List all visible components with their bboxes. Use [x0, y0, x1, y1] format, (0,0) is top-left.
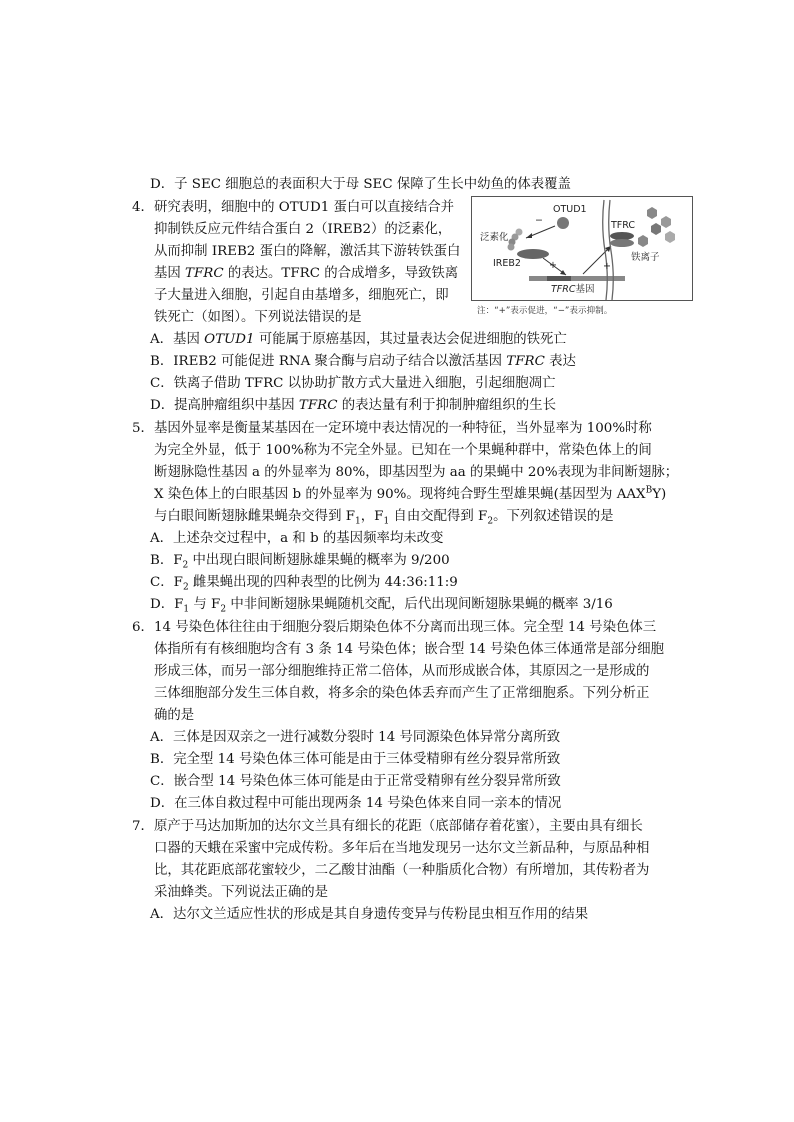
- text: C．F: [150, 575, 183, 590]
- q5-option-c: [150, 574, 458, 592]
- q3-option-d: D．子 SEC 细胞总的表面积大于母 SEC 保障了生长中幼鱼的体表覆盖: [150, 177, 571, 192]
- q7-stem-line: 口器的天蛾在采蜜中完成传粉。多年后在当地发现另一达尔文兰新品种，与原品种相: [154, 841, 650, 856]
- text: B．F: [150, 553, 183, 568]
- q4-stem-line: 从而抑制 IREB2 蛋白的降解，激活其下游转铁蛋白: [154, 244, 461, 259]
- subscript: 2: [220, 604, 227, 615]
- subscript: 1: [355, 516, 361, 527]
- otud1-label: OTUD1: [553, 204, 587, 215]
- text: D．F: [150, 597, 184, 612]
- q4-number: 4．: [132, 200, 154, 215]
- gene-name: TFRC: [298, 398, 338, 413]
- inhibit-sign: −: [535, 215, 543, 226]
- q4-option-a: [150, 331, 567, 349]
- superscript: B: [645, 485, 653, 496]
- q5-option-a: A．上述杂交过程中，a 和 b 的基因频率均未改变: [150, 531, 444, 546]
- q7-stem-line: 比，其花距底部花蜜较少，二乙酸甘油酯（一种脂质化合物）有所增加，其传粉者为: [154, 863, 650, 878]
- text: 与白眼间断翅脉雌果蝇杂交得到 F: [154, 509, 356, 524]
- q4-option-b: [150, 353, 576, 371]
- q5-stem-line: [154, 508, 614, 526]
- q6-number: 6．: [132, 620, 154, 635]
- text: 基因: [154, 266, 186, 281]
- text: 的表达。TFRC 的合成增多，导致铁离: [223, 266, 459, 281]
- q6-option-d: D．在三体自救过程中可能出现两条 14 号染色体来自同一亲本的情况: [150, 796, 562, 811]
- q4-option-c: C．铁离子借助 TFRC 以协助扩散方式大量进入细胞，引起细胞凋亡: [150, 376, 556, 391]
- promote-sign: +: [603, 261, 611, 272]
- q5-option-b: [150, 552, 450, 570]
- text: 可能属于原癌基因，其过量表达会促进细胞的铁死亡: [254, 332, 567, 347]
- q4-stem-line: 铁死亡（如图）。下列说法错误的是: [154, 310, 362, 325]
- subscript: 2: [487, 516, 494, 527]
- text: ，F: [360, 509, 384, 524]
- q4-stem-line: 子大量进入细胞，引起自由基增多，细胞死亡，即: [154, 288, 449, 303]
- subscript: 1: [183, 604, 190, 615]
- text: A．基因: [150, 332, 205, 347]
- text: 表达: [544, 354, 576, 369]
- q6-stem-line: 三体细胞部分发生三体自救，将多余的染色体丢弃而产生了正常细胞系。下列分析正: [154, 686, 650, 701]
- iron-ion-label: 铁离子: [631, 252, 660, 263]
- text: 雌果蝇出现的四种表型的比例为 44:36:11:9: [188, 575, 458, 590]
- q6-stem-line: 体指所有有核细胞均含有 3 条 14 号染色体；嵌合型 14 号染色体三体通常是部分细胞: [154, 642, 665, 657]
- promote-sign: +: [549, 260, 557, 271]
- q5-stem-line: 断翅脉隐性基因 a 的外显率为 80%，即基因型为 aa 的果蝇中 20%表现为非间断翅脉；: [154, 465, 679, 480]
- q4-stem-line: 抑制铁反应元件结合蛋白 2（IREB2）的泛素化，: [154, 222, 452, 237]
- tfrc-label: TFRC: [611, 220, 636, 231]
- text: B．IREB2 可能促进 RNA 聚合酶与启动子结合以激活基因: [150, 354, 507, 369]
- q4-option-d: [150, 397, 556, 415]
- q7-option-a: A．达尔文兰适应性状的形成是其自身遗传变异与传粉昆虫相互作用的结果: [150, 907, 589, 922]
- subscript: 1: [383, 516, 390, 527]
- text: 中非间断翅脉果蝇随机交配，后代出现间断翅脉果蝇的概率 3/16: [226, 597, 613, 612]
- ireb2-label: IREB2: [493, 258, 521, 269]
- q6-stem-line: 形成三体，而另一部分细胞维持正常二倍体，从而形成嵌合体，其原因之一是形成的: [154, 664, 650, 679]
- q6-stem-line: 确的是: [154, 708, 195, 723]
- q4-stem-line: 研究表明，细胞中的 OTUD1 蛋白可以直接结合并: [154, 200, 454, 215]
- q7-stem-line: 采油蜂类。下列说法正确的是: [154, 885, 329, 900]
- gene-label: [551, 284, 595, 295]
- text: 的表达量有利于抑制肿瘤组织的生长: [337, 398, 556, 413]
- text: X 染色体上的白眼基因 b 的外显率为 90%。现将纯合野生型雄果蝇(基因型为 AAX: [154, 487, 646, 502]
- gene-name: TFRC: [185, 266, 224, 281]
- q5-stem-line: 为完全外显，低于 100%称为不完全外显。已知在一个果蝇种群中，常染色体上的间: [154, 443, 652, 458]
- q6-option-c: C．嵌合型 14 号染色体三体可能是由于正常受精卵有丝分裂异常所致: [150, 774, 561, 789]
- q7-stem-line: 原产于马达加斯加的达尔文兰具有细长的花距（底部储存着花蜜），主要由具有细长: [154, 819, 643, 834]
- gene-label-name: TFRC: [551, 284, 576, 295]
- text: 与 F: [189, 597, 221, 612]
- q5-stem-line: [154, 486, 666, 504]
- gene-name: OTUD1: [204, 332, 255, 347]
- ubiquitination-label: 泛素化: [480, 232, 509, 243]
- subscript: 2: [182, 582, 189, 593]
- q5-option-d: [150, 596, 613, 614]
- q6-option-b: B．完全型 14 号染色体三体可能是由于三体受精卵有丝分裂异常所致: [150, 752, 561, 767]
- figure-note: 注：“+”表示促进，“−”表示抑制。: [477, 306, 613, 316]
- q7-number: 7．: [132, 819, 154, 834]
- q5-number: 5．: [132, 421, 154, 436]
- gene-label-suffix: 基因: [575, 284, 595, 295]
- text: D．提高肿瘤组织中基因: [150, 398, 299, 413]
- ferroptosis-diagram: [471, 196, 693, 320]
- q4-stem-line: [154, 265, 458, 283]
- q6-option-a: A．三体是因双亲之一进行减数分裂时 14 号同源染色体异常分离所致: [150, 730, 561, 745]
- q5-stem-line: 基因外显率是衡量某基因在一定环境中表达情况的一种特征，当外显率为 100%时称: [154, 421, 652, 436]
- subscript: 2: [182, 560, 189, 571]
- q6-stem-line: 14 号染色体往往由于细胞分裂后期染色体不分离而出现三体。完全型 14 号染色体三: [154, 620, 657, 635]
- text: 。下列叙述错误的是: [493, 509, 614, 524]
- text: 中出现白眼间断翅脉雄果蝇的概率为 9/200: [188, 553, 450, 568]
- text: 自由交配得到 F: [389, 509, 488, 524]
- gene-name: TFRC: [506, 354, 545, 369]
- text: Y): [652, 487, 667, 502]
